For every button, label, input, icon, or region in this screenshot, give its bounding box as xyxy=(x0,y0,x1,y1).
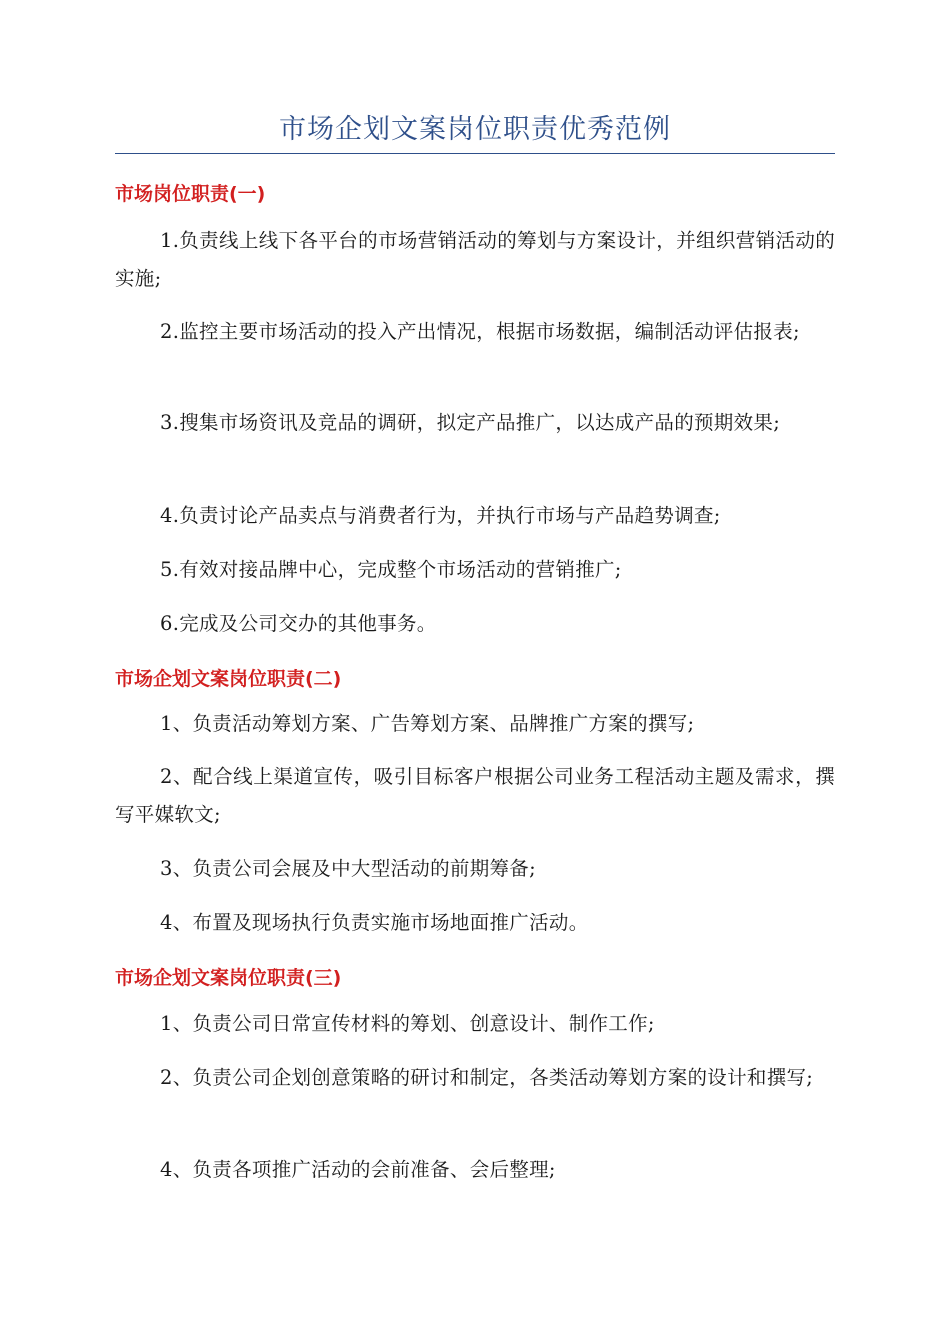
list-item: 2、负责公司企划创意策略的研讨和制定，各类活动筹划方案的设计和撰写; xyxy=(160,1066,814,1089)
section-heading: 市场企划文案岗位职责(二) xyxy=(115,668,342,690)
list-item: 6.完成及公司交办的其他事务。 xyxy=(160,612,437,635)
list-item: 4、负责各项推广活动的会前准备、会后整理; xyxy=(160,1158,556,1181)
list-item: 1、负责公司日常宣传材料的筹划、创意设计、制作工作; xyxy=(160,1012,655,1035)
title-underline xyxy=(115,153,835,154)
section-heading: 市场岗位职责(一) xyxy=(115,183,266,205)
list-item: 3.搜集市场资讯及竞品的调研，拟定产品推广，以达成产品的预期效果; xyxy=(160,411,781,434)
list-item: 3、负责公司会展及中大型活动的前期筹备; xyxy=(160,857,536,880)
list-item: 2、配合线上渠道宣传，吸引目标客户根据公司业务工程活动主题及需求，撰写平媒软文; xyxy=(115,765,835,826)
list-item: 1、负责活动筹划方案、广告筹划方案、品牌推广方案的撰写; xyxy=(160,712,695,735)
list-item: 4、布置及现场执行负责实施市场地面推广活动。 xyxy=(160,911,589,934)
section-heading: 市场企划文案岗位职责(三) xyxy=(115,967,342,989)
list-item: 4.负责讨论产品卖点与消费者行为，并执行市场与产品趋势调查; xyxy=(160,504,721,527)
list-item: 1.负责线上线下各平台的市场营销活动的筹划与方案设计，并组织营销活动的实施; xyxy=(115,229,835,290)
list-item: 5.有效对接品牌中心，完成整个市场活动的营销推广; xyxy=(160,558,622,581)
document-title: 市场企划文案岗位职责优秀范例 xyxy=(279,114,671,145)
list-item: 2.监控主要市场活动的投入产出情况，根据市场数据，编制活动评估报表; xyxy=(160,320,800,343)
